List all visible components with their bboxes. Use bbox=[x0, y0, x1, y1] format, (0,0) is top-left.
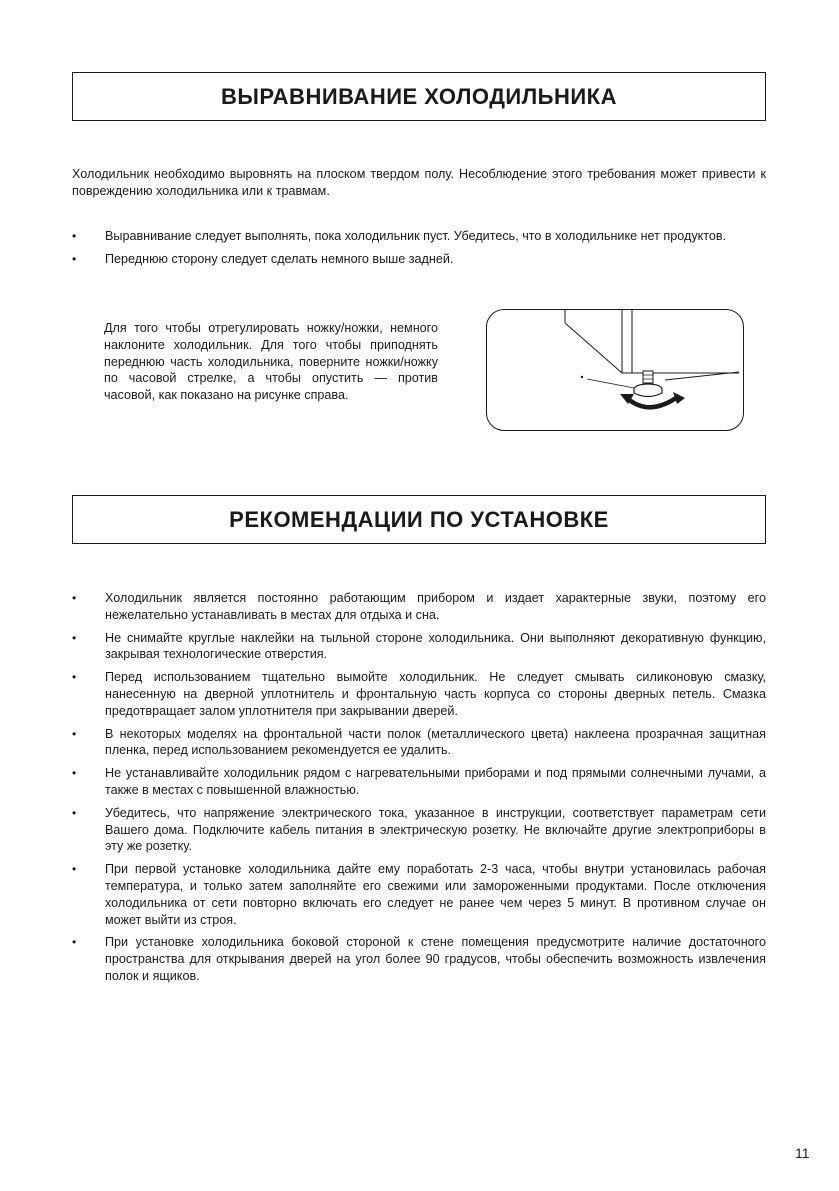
list-item: • В некоторых моделях на фронтальной части полок (металлического цвета) наклеена прозрачная защитная пленка, перед использованием рекомендуется ее удалить. bbox=[72, 726, 766, 758]
leveling-figure bbox=[486, 309, 744, 431]
list-item: • Не устанавливайте холодильник рядом с нагревательными приборами и под прямыми солнечными лучами, а также в местах с повышенной влажностью. bbox=[72, 766, 766, 797]
bullet: • bbox=[72, 591, 77, 605]
installation-list bbox=[72, 590, 766, 991]
list-item: • При установке холодильника боковой стороной к стене помещения предусмотрите наличие достаточного пространства для открывания дверей на угол более 90 градусов, чтобы обеспечить возможность извлечения полок и ящиков. bbox=[72, 935, 766, 983]
bullet: • bbox=[72, 726, 77, 741]
leveling-intro: Холодильник необходимо выровнять на плоском твердом полу. Несоблюдение этого требования может привести к повреждению холодильника или к травмам. bbox=[72, 167, 766, 198]
adjust-instructions: Для того чтобы отрегулировать ножку/ножки, немного наклоните холодильник. Для того чтобы приподнять переднюю часть холодильника, поверните ножки/ножку по часовой стрелке, а чтобы опустить — против часовой, как показано на рисунке справа. bbox=[104, 321, 438, 403]
bullet: • bbox=[72, 630, 77, 645]
bullet: • bbox=[72, 935, 77, 950]
bullet: • bbox=[72, 670, 77, 685]
page-number: 11 bbox=[795, 1145, 810, 1161]
list-item: • Переднюю сторону следует сделать немного выше задней. bbox=[72, 251, 454, 266]
list-item: • Не снимайте круглые наклейки на тыльной стороне холодильника. Они выполняют декоративную функцию, закрывая технологические отверстия. bbox=[72, 630, 766, 662]
list-item: • Холодильник является постоянно работающим прибором и издает характерные звуки, поэтому его нежелательно устанавливать в местах для отдыха и сна. bbox=[72, 591, 766, 622]
list-item: • Выравнивание следует выполнять, пока холодильник пуст. Убедитесь, что в холодильнике нет продуктов. bbox=[72, 229, 727, 243]
bullet: • bbox=[72, 766, 77, 781]
leveling-list bbox=[72, 228, 766, 274]
list-item: • Перед использованием тщательно вымойте холодильник. Не следует смывать силиконовую смазку, нанесенную на дверной уплотнитель и фронтальную часть корпуса со стороны дверных петель. Смазка предотвращает залом уплотнителя при закрывании дверей. bbox=[72, 670, 766, 718]
bullet: • bbox=[72, 251, 77, 266]
bullet: • bbox=[72, 862, 77, 877]
list-item: • Убедитесь, что напряжение электрического тока, указанное в инструкции, соответствует параметрам сети Вашего дома. Подключите кабель питания в электрическую розетку. Не включайте другие электроприборы в эту же розетку. bbox=[72, 805, 766, 854]
list-item: • При первой установке холодильника дайте ему поработать 2-3 часа, чтобы внутри установилась рабочая температура, и только затем заполняйте его свежими или замороженными продуктами. После отключения холодильника от сети повторно включать его следует не ранее чем через 5 минут. В противном случае он может выйти из строя. bbox=[72, 862, 766, 927]
section-heading-installation: РЕКОМЕНДАЦИИ ПО УСТАНОВКЕ bbox=[72, 495, 766, 544]
section-heading-leveling: ВЫРАВНИВАНИЕ ХОЛОДИЛЬНИКА bbox=[72, 72, 766, 121]
adjustable-foot-illustration bbox=[487, 310, 744, 431]
bullet: • bbox=[72, 805, 77, 820]
bullet: • bbox=[72, 229, 77, 243]
